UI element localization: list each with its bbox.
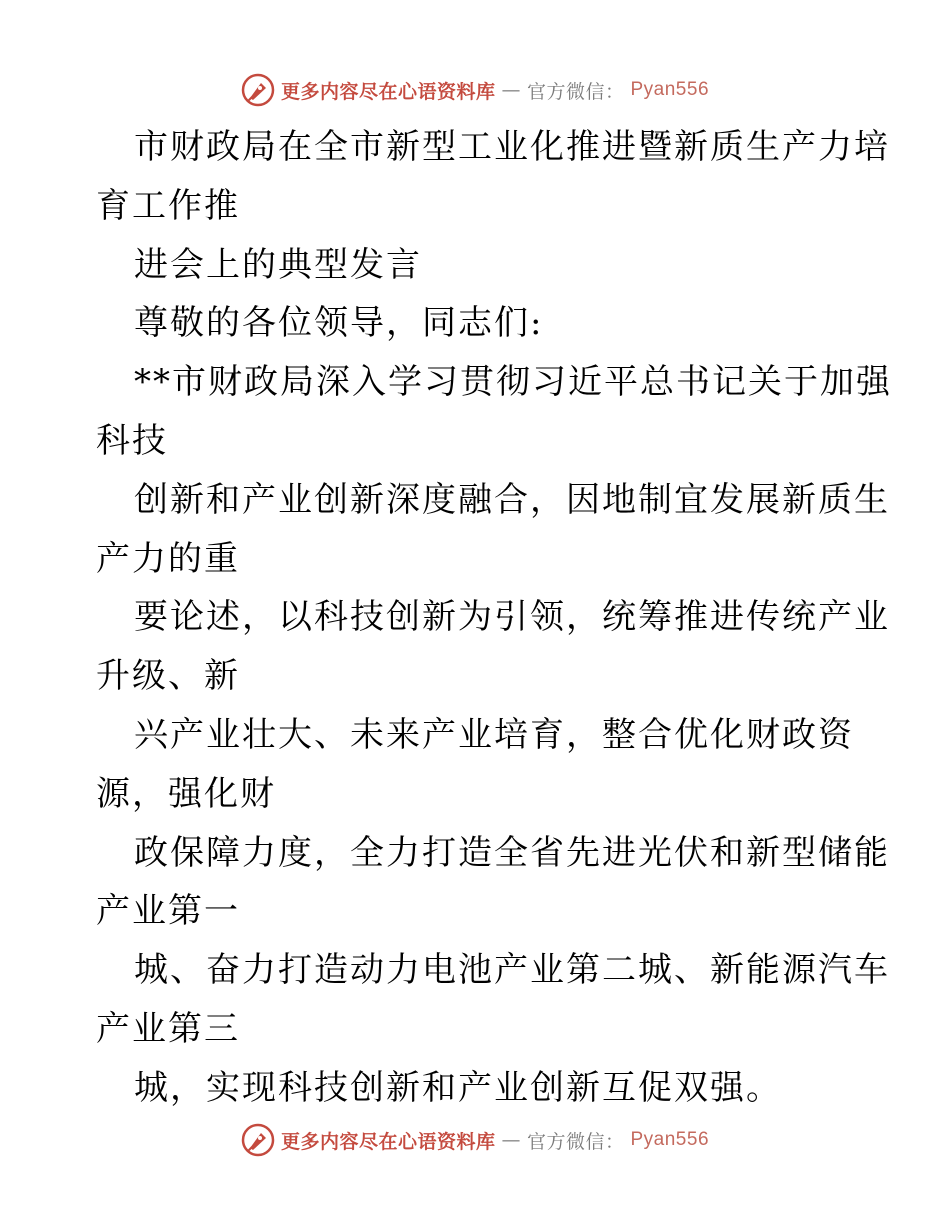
watermark-banner-bottom [0,1120,950,1160]
text-line: 创新和产业创新深度融合，因地制宜发展新质生 [134,479,890,520]
watermark-dash: — [501,79,521,101]
text-line: 产力的重 [96,538,240,579]
text-line: 尊敬的各位领导，同志们: [134,303,544,344]
text-line: 产业第三 [96,1008,240,1049]
text-line: 产业第一 [96,891,240,932]
text-line: 进会上的典型发言 [134,244,422,285]
text-line: 升级、新 [96,656,240,697]
fountain-pen-logo-icon [241,73,275,107]
document-body [96,118,892,1118]
fountain-pen-logo-icon [241,1123,275,1157]
watermark-banner-top [0,70,950,110]
watermark-official-label: 官方微信： [526,80,625,103]
text-line: 源，强化财 [96,773,276,814]
text-line: **市财政局深入学习贯彻习近平总书记关于加强 [134,362,892,403]
text-line: 兴产业壮大、未来产业培育，整合优化财政资 [134,714,854,755]
text-line: 科技 [96,420,168,461]
text-line: 城、奋力打造动力电池产业第二城、新能源汽车 [134,950,890,991]
watermark-main-text: 更多内容尽在心语资料库 [280,80,496,103]
watermark-dash: — [501,1129,521,1151]
watermark-wechat-id: Pyan556 [630,79,710,100]
text-line: 政保障力度，全力打造全省先进光伏和新型储能 [134,832,890,873]
text-line: 市财政局在全市新型工业化推进暨新质生产力培 [134,127,890,167]
text-line: 要论述，以科技创新为引领，统筹推进传统产业 [134,597,890,638]
watermark-official-label: 官方微信： [526,1130,625,1153]
text-line: 育工作推 [96,185,240,226]
watermark-main-text: 更多内容尽在心语资料库 [280,1130,496,1153]
watermark-wechat-id: Pyan556 [630,1129,710,1150]
text-line: 城，实现科技创新和产业创新互促双强。 [134,1067,782,1108]
